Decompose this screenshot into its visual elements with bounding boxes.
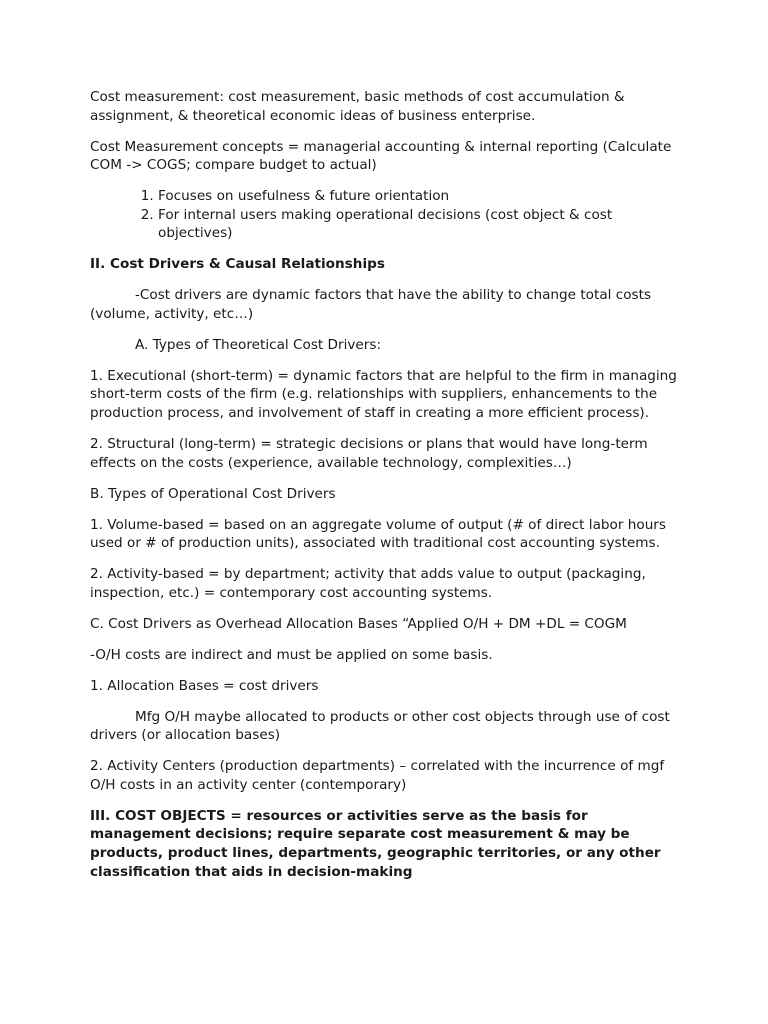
concepts-paragraph: Cost Measurement concepts = managerial accounting & internal reporting (Calculate COM -> COGS; compare budget to actual) [90, 138, 672, 174]
section-2-intro: -Cost drivers are dynamic factors that have the ability to change total costs (volume, activity, etc…) [90, 287, 652, 322]
subsection-b-heading: B. Types of Operational Cost Drivers [90, 485, 336, 502]
activity-centers-item: 2. Activity Centers (production departments) – correlated with the incurrence of mgf O/H costs in an activity center (contemporary) [90, 758, 665, 793]
executional-item: 1. Executional (short-term) = dynamic factors that are helpful to the firm in managing short-term costs of the firm (e.g. relationships with suppliers, enhancements to the production process, and involvement of staff in creating a more efficient process). [90, 367, 677, 422]
subsection-c-heading: C. Cost Drivers as Overhead Allocation Bases “Applied O/H + DM +DL = COGM [90, 615, 627, 632]
intro-paragraph: Cost measurement: cost measurement, basic methods of cost accumulation & assignment, & theoretical economic ideas of business enterprise. [90, 89, 625, 124]
section-3-heading: III. COST OBJECTS = resources or activities serve as the basis for management decisions; require separate cost measurement & may be products, product lines, departments, geographic territories, or any other classification that aids in decision-making [90, 807, 661, 880]
overhead-note: -O/H costs are indirect and must be applied on some basis. [90, 646, 493, 663]
concepts-list-item: 2. For internal users making operational decisions (cost object & cost objectives) [158, 206, 690, 243]
allocation-bases-item: 1. Allocation Bases = cost drivers [90, 677, 319, 694]
subsection-a-heading: A. Types of Theoretical Cost Drivers: [135, 336, 382, 353]
document-page [90, 88, 690, 894]
structural-item: 2. Structural (long-term) = strategic decisions or plans that would have long-term effects on the costs (experience, available technology, complexities…) [90, 436, 648, 471]
concepts-list [90, 187, 690, 243]
allocation-bases-detail: Mfg O/H maybe allocated to products or other cost objects through use of cost drivers (or allocation bases) [90, 708, 670, 744]
section-2-heading: II. Cost Drivers & Causal Relationships [90, 256, 385, 273]
activity-based-item: 2. Activity-based = by department; activity that adds value to output (packaging, inspection, etc.) = contemporary cost accounting systems. [90, 566, 646, 601]
volume-based-item: 1. Volume-based = based on an aggregate volume of output (# of direct labor hours used or # of production units), associated with traditional cost accounting systems. [90, 516, 666, 552]
concepts-list-item: 1. Focuses on usefulness & future orientation [158, 187, 690, 206]
